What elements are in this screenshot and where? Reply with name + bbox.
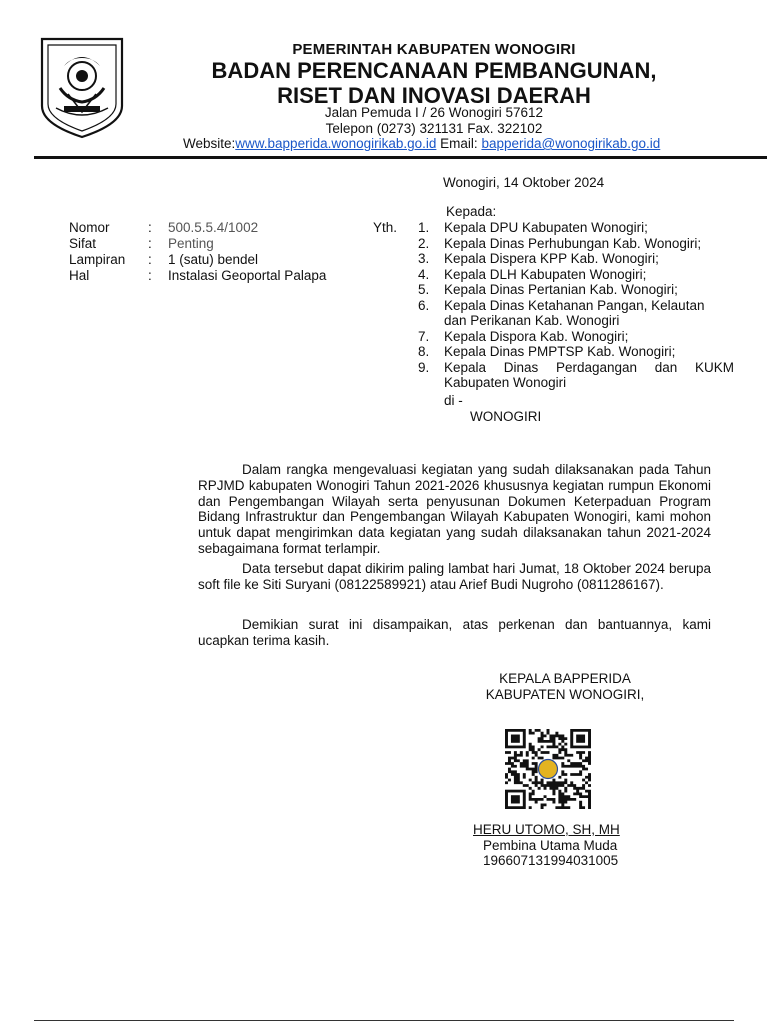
meta-row-hal: Hal : Instalasi Geoportal Palapa	[69, 268, 327, 283]
list-item: 3. Kepala Dispera KPP Kab. Wonogiri;	[418, 251, 659, 266]
letterhead-address: Jalan Pemuda I / 26 Wonogiri 57612	[324, 105, 544, 120]
website-link[interactable]: www.bapperida.wonogirikab.go.id	[235, 136, 437, 151]
list-item: 7. Kepala Dispora Kab. Wonogiri;	[418, 328, 629, 344]
letterhead-government: PEMERINTAH KABUPATEN WONOGIRI	[292, 41, 576, 58]
list-item: 1. Kepala DPU Kabupaten Wonogiri;	[418, 220, 648, 235]
meta-row-sifat: Sifat : Penting	[69, 236, 214, 251]
signatory-name: HERU UTOMO, SH, MH	[473, 822, 620, 837]
signatory-nip: 196607131994031005	[483, 853, 619, 868]
letterhead-agency-line1: BADAN PERENCANAAN PEMBANGUNAN,	[211, 58, 657, 83]
body-paragraph-3: Demikian surat ini disampaikan, atas perkenan dan bantuannya, kami ucapkan terima kasih.	[198, 617, 711, 648]
signature-title-1: KEPALA BAPPERIDA	[499, 671, 631, 686]
footer-divider	[34, 1020, 734, 1021]
letterhead-contact	[183, 136, 660, 151]
meta-value: 500.5.5.4/1002	[168, 220, 259, 235]
meta-label: Hal	[69, 268, 90, 283]
list-item: 2. Kepala Dinas Perhubungan Kab. Wonogiri;	[418, 235, 702, 251]
body-paragraph-1: Dalam rangka mengevaluasi kegiatan yang sudah dilaksanakan pada Tahun RPJMD kabupaten Wonogiri Tahun 2021-2026 khususnya kegiatan rumpun Ekonomi dan Pengembangan Wilayah serta penyusunan Dokumen Keterpaduan Program Bidang Infrastruktur dan Pengembangan Wilayah Kabupaten Wonogiri, kami mohon untuk dapat mengirimkan data kegiatan yang sudah dilaksanakan tahun 2021-2024 sebagaimana format terlampir.	[198, 462, 711, 556]
website-label: Website:	[183, 136, 236, 151]
meta-label: Sifat	[69, 236, 97, 251]
body-paragraph-2: Data tersebut dapat dikirim paling lambat hari Jumat, 18 Oktober 2024 berupa soft file ke Siti Suryani (08122589921) atau Arief Budi Nugroho (0811286167).	[198, 561, 711, 592]
letterhead-agency-line2: RISET DAN INOVASI DAERAH	[277, 83, 591, 108]
signatory-rank: Pembina Utama Muda	[483, 838, 618, 853]
meta-row-lampiran: Lampiran : 1 (satu) bendel	[69, 252, 259, 267]
list-item: 4. Kepala DLH Kabupaten Wonogiri;	[418, 266, 647, 282]
recipient-list	[418, 220, 734, 391]
email-link[interactable]: bapperida@wonogirikab.go.id	[481, 136, 661, 151]
meta-row-nomor: Nomor : 500.5.5.4/1002	[69, 220, 259, 235]
salutation-yth: Yth.	[373, 220, 398, 235]
letterhead-divider	[34, 156, 767, 159]
meta-label: Nomor	[69, 220, 110, 235]
recipient-destination: WONOGIRI	[470, 409, 542, 424]
email-label: Email:	[440, 136, 478, 151]
letter-date: Wonogiri, 14 Oktober 2024	[443, 175, 605, 190]
kepada-label: Kepada:	[446, 204, 497, 219]
list-item: 6. Kepala Dinas Ketahanan Pangan, Kelautan dan Perikanan Kab. Wonogiri	[418, 297, 705, 328]
letterhead-phone: Telepon (0273) 321131 Fax. 322102	[325, 121, 543, 136]
signature-block	[400, 671, 730, 703]
meta-value: Penting	[168, 236, 214, 251]
meta-value: Instalasi Geoportal Palapa	[168, 268, 327, 283]
meta-label: Lampiran	[69, 252, 126, 267]
list-item: 5. Kepala Dinas Pertanian Kab. Wonogiri;	[418, 282, 678, 297]
letter-meta	[69, 220, 326, 284]
recipient-di: di -	[444, 393, 463, 408]
meta-value: 1 (satu) bendel	[168, 252, 259, 267]
list-item: 8. Kepala Dinas PMPTSP Kab. Wonogiri;	[418, 344, 676, 359]
qr-code-icon	[505, 729, 591, 809]
list-item: 9. Kepala Dinas Perdagangan dan KUKM Kabupaten Wonogiri	[418, 359, 734, 390]
signature-title-2: KABUPATEN WONOGIRI,	[485, 687, 645, 702]
